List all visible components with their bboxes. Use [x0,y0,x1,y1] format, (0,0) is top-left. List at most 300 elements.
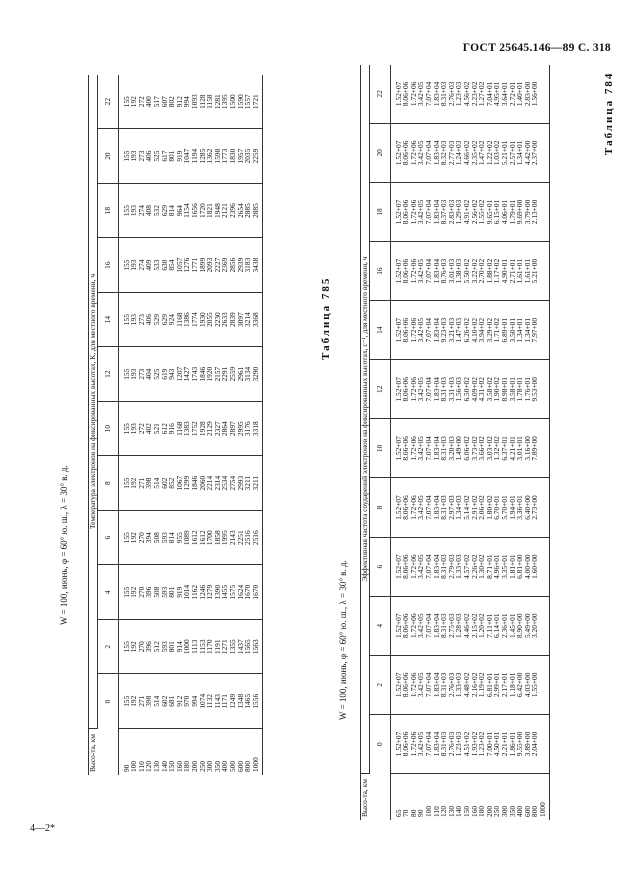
column-header: 4 [369,596,390,655]
table-cell: 2856 [227,257,237,273]
table-cell: 1.83+04 [431,81,441,107]
table-cell: 271 [136,695,146,707]
height-value: 100 [129,760,139,772]
table-cell: 1.03+02 [492,140,502,166]
table-cell: 1771 [189,257,199,273]
table-cell: 852 [167,477,177,489]
table-785-subtitle: Эффективная частота соударений электронов на фиксированных высотах, с⁻¹, для местного времени, ч [361,65,370,774]
table-cell: 4.95+01 [492,81,502,107]
table-cell: 7.07+04 [423,672,433,698]
table-cell: 2143 [227,530,237,546]
table-cell: 1.40+01 [515,81,525,107]
table-cell: 1928 [197,421,207,437]
column-header: 14 [97,292,118,347]
table-cell: 1590 [235,94,245,110]
table-cell: 2754 [227,475,237,491]
table-cell: 916 [167,423,177,435]
table-cell: 192 [129,96,139,108]
column-header: 16 [369,242,390,301]
table-cell: 602 [159,477,169,489]
data-column [118,619,263,674]
table-cell [539,245,547,297]
stub-header: Высо-та, км [89,729,119,776]
table-cell: 2.23+02 [469,81,479,107]
table-cell: 3.29+02 [484,317,494,343]
column-header: 18 [369,182,390,241]
table-cell: 7.07+04 [423,258,433,284]
table-cell: 7.11+01 [484,613,494,638]
table-cell: 8.31+03 [439,554,449,579]
table-cell: 406 [144,150,154,162]
table-cell: 517 [151,96,161,108]
table-cell: 3.58+02 [484,377,494,402]
table-cell: 521 [151,423,161,435]
table-cell: 8.31+03 [439,495,449,520]
column-header: 12 [369,360,390,419]
table-cell: 1948 [212,203,222,218]
table-784-caption: W = 100, июнь, φ = 60° ю. ш., λ = 30° в. д. [59,465,69,625]
table-cell: 1.78+01 [515,377,525,402]
table-cell: 1752 [189,421,199,437]
table-cell: 1246 [197,584,207,600]
table-cell: 192 [129,532,139,544]
table-cell: 1.52+07 [393,199,403,225]
table-cell: 3.22+02 [469,258,479,284]
table-cell: 155 [121,695,131,707]
table-cell: 8.31+03 [439,613,449,638]
table-cell: 1.52+07 [393,613,403,638]
table-cell: 1194 [189,148,199,164]
table-cell: 6.81+01 [484,672,494,698]
table-cell: 8.31+03 [439,377,449,402]
table-cell: 607 [159,96,169,108]
table-cell: 2885 [243,203,253,218]
table-cell: 2897 [227,421,237,437]
table-cell: 3.42+05 [416,436,426,461]
table-cell: 4.42+00 [522,140,532,166]
table-cell: 3.50+01 [507,317,517,343]
table-cell: 2291 [220,366,230,382]
table-cell: 3.42+05 [416,258,426,284]
table-cell: 514 [151,695,161,707]
table-cell: 4.10+02 [469,317,479,343]
table-cell: 1556 [250,693,260,709]
table-cell: 1153 [197,639,207,654]
table-cell: 3176 [243,421,253,437]
table-cell: 3.01+01 [515,436,525,461]
height-value: 130 [446,805,456,817]
table-cell: 1720 [197,203,207,218]
table-cell: 1.56+03 [454,377,464,402]
table-cell: 1.24+03 [454,140,464,166]
table-cell: 3.79+00 [522,199,532,225]
table-cell: 3.73+02 [469,436,479,461]
table-cell: 270 [136,641,146,653]
table-cell: 4.48+02 [461,672,471,698]
data-column [390,182,550,241]
column-header: 10 [97,401,118,456]
table-cell: 2369 [220,257,230,273]
table-cell: 8.98+01 [499,377,509,402]
table-cell: 1.22+02 [484,140,494,166]
table-cell: 1000 [182,639,192,655]
table-cell: 1299 [182,475,192,491]
table-cell: 532 [151,205,161,217]
height-value: 600 [522,805,532,817]
table-cell: 1565 [243,639,253,655]
table-cell: 2121 [220,203,230,218]
table-cell: 1920 [205,366,215,382]
table-cell: 1014 [182,584,192,600]
table-cell: 1.52+07 [393,317,403,343]
table-cell: 3.42+05 [416,81,426,107]
table-cell: 6.40+00 [522,495,532,520]
data-column [390,714,550,773]
table-cell: 2885 [250,203,260,218]
table-cell: 1074 [197,693,207,709]
table-cell: 2035 [243,148,253,164]
table-cell: 4.96+01 [492,554,502,579]
table-cell: 1.49+00 [454,436,464,461]
height-value: 130 [151,760,161,772]
height-value: 1000 [537,802,547,817]
table-cell: 3211 [250,475,260,491]
height-column [118,729,263,776]
table-cell: 1067 [174,475,184,491]
table-cell: 1624 [235,584,245,600]
table-cell: 1.83+04 [431,377,441,402]
table-cell: 1846 [189,475,199,491]
table-cell: 619 [159,368,169,380]
table-cell: 4.21+01 [507,436,517,461]
table-cell: 8.31+03 [439,731,449,757]
table-cell: 5.21+00 [530,258,540,284]
table-cell: 2864 [220,421,230,437]
table-cell: 2.77+03 [446,140,456,166]
column-header: 22 [369,65,390,123]
table-cell: 396 [144,586,154,598]
table-cell: 1821 [205,203,215,218]
table-cell: 3.58+01 [507,377,517,402]
table-cell: 5.70+01 [499,495,509,520]
table-cell: 2327 [212,421,222,437]
table-cell: 2214 [205,475,215,491]
column-header: 20 [97,129,118,184]
table-cell: 192 [129,641,139,653]
table-cell: 1348 [235,693,245,709]
column-header: 22 [97,75,118,129]
height-value: 120 [439,805,449,817]
height-value: 70 [401,809,411,817]
table-cell: 2.83+00 [522,81,532,107]
table-cell [539,304,547,356]
table-cell: 512 [151,641,161,653]
table-cell: 2230 [212,312,222,328]
table-cell [539,659,547,711]
table-cell: 1170 [205,639,215,654]
table-cell: 1670 [243,584,253,600]
table-cell: 155 [121,150,131,162]
table-cell: 402 [144,423,154,435]
table-cell: 3.31+03 [446,377,456,402]
table-cell: 630 [159,259,169,271]
table-cell: 271 [136,477,146,489]
table-cell: 4.31+02 [477,377,487,402]
table-cell: 3.42+05 [416,554,426,579]
table-cell: 1.72+06 [408,554,418,579]
table-cell: 2093 [205,257,215,273]
table-cell: 4.00+00 [522,554,532,579]
table-cell: 273 [136,314,146,326]
table-cell: 155 [121,477,131,489]
table-cell: 1047 [182,148,192,164]
table-cell: 3.42+05 [416,317,426,343]
table-cell: 1.72+06 [408,436,418,461]
table-cell: 994 [182,96,192,108]
table-cell: 617 [159,150,169,162]
height-value: 100 [423,805,433,817]
table-cell: 8.06+06 [401,436,411,461]
height-value: 350 [212,760,222,772]
table-cell: 8.37+03 [439,199,449,225]
table-cell: 1093 [189,94,199,110]
table-cell: 398 [144,477,154,489]
table-cell: 3.35+01 [499,554,509,579]
table-cell: 2396 [227,203,237,218]
table-cell: 1.72+06 [408,672,418,698]
table-cell: 1.83+04 [431,140,441,166]
table-cell: 1.52+07 [393,140,403,166]
table-cell: 912 [174,96,184,108]
table-cell: 7.00+01 [484,731,494,757]
height-column [390,774,550,821]
table-cell: 9.53+00 [530,377,540,402]
table-cell: 1598 [212,148,222,164]
table-cell: 1957 [235,148,245,164]
table-cell: 270 [136,532,146,544]
table-cell: 2.06+02 [477,495,487,520]
table-cell: 2.91+02 [469,495,479,520]
table-row [118,75,263,775]
height-value: 90 [416,809,426,817]
table-784-header-row [97,75,118,775]
stub-header: Высо-та, км [361,774,391,821]
table-cell: 3.36+01 [515,495,525,520]
table-cell: 155 [121,641,131,653]
column-header: 14 [369,301,390,360]
table-cell: 1700 [205,530,215,546]
table-cell: 1.72+06 [408,81,418,107]
table-cell: 193 [129,205,139,217]
table-cell: 7.07+04 [423,377,433,402]
data-column [118,510,263,565]
table-cell: 1.30+02 [477,554,487,579]
table-cell: 6.42+00 [515,672,525,698]
table-cell: 4.56+02 [461,81,471,107]
table-cell: 7.07+04 [423,199,433,225]
table-cell: 1.33+03 [454,554,464,579]
table-cell: 193 [129,368,139,380]
table-cell: 2559 [227,366,237,382]
table-cell: 1281 [212,94,222,110]
table-cell: 1.83+04 [431,613,441,638]
table-785-caption: W = 100, июнь, φ = 60° ю. ш., λ = 30° в. д. [338,560,348,720]
data-column [390,123,550,182]
table-cell [539,422,547,474]
column-header: 8 [97,456,118,511]
height-value: 250 [197,760,207,772]
table-cell: 2.17+01 [499,672,509,698]
table-cell: 1089 [182,530,192,546]
table-cell: 3183 [243,257,253,273]
table-cell: 1.32+02 [492,436,502,461]
table-cell: 2.99+01 [492,672,502,698]
table-cell: 1191 [212,639,222,654]
table-cell: 2.37+00 [530,140,540,166]
table-cell: 1.19+02 [477,672,487,698]
table-cell: 2.76+03 [446,672,456,698]
data-column [390,65,550,123]
table-cell: 1.90+02 [492,377,502,402]
table-cell: 2060 [197,475,207,491]
table-cell: 2993 [235,475,245,491]
table-cell: 1.93+02 [469,731,479,757]
table-cell [539,541,547,593]
table-cell: 2939 [235,257,245,273]
table-cell: 1.72+06 [408,199,418,225]
table-cell: 1557 [243,94,253,110]
table-cell: 1395 [220,94,230,110]
table-cell: 3.20+00 [530,613,540,638]
table-cell: 8.06+06 [401,317,411,343]
table-cell: 3.94+02 [477,317,487,343]
height-value: 80 [408,809,418,817]
table-785 [360,65,550,820]
table-cell: 2055 [205,312,215,328]
table-cell: 3.66+02 [477,436,487,461]
table-cell [539,68,547,120]
table-cell: 629 [159,205,169,217]
data-column [118,129,263,184]
table-cell: 6.14+01 [492,613,502,638]
data-column [390,360,550,419]
table-cell: 8.06+06 [401,613,411,638]
table-cell: 3368 [250,312,260,328]
table-cell: 3.42+05 [416,613,426,638]
table-cell: 529 [151,314,161,326]
table-784 [88,75,263,775]
table-cell: 8.06+06 [401,672,411,698]
table-cell: 6.26+02 [461,317,471,343]
column-header: 8 [369,478,390,537]
table-cell: 9.55+00 [515,731,525,757]
table-cell: 1355 [227,639,237,655]
table-cell: 2.56+02 [469,199,479,225]
table-cell: 681 [167,695,177,707]
table-cell: 1.23+03 [454,731,464,757]
table-cell: 3290 [250,366,260,382]
table-cell: 1773 [220,148,230,164]
table-cell: 1858 [212,530,222,546]
table-cell: 5.49+00 [522,613,532,638]
table-cell: 1.72+06 [408,613,418,638]
table-cell: 1.28+03 [454,613,464,638]
table-cell: 2.97+03 [446,495,456,520]
height-value: 300 [205,760,215,772]
table-cell: 2.71+01 [507,258,517,284]
table-cell: 404 [144,368,154,380]
table-cell: 2.75+03 [446,613,456,638]
table-cell: 4.03+00 [522,672,532,698]
table-cell: 1.20+02 [477,613,487,638]
table-cell: 1.34+03 [454,495,464,520]
table-cell: 1.72+06 [408,317,418,343]
height-value: 180 [182,760,192,772]
table-cell: 1362 [205,148,215,164]
table-cell: 955 [174,532,184,544]
table-cell: 3.42+05 [416,140,426,166]
table-cell: 406 [144,314,154,326]
table-cell: 408 [144,205,154,217]
table-cell: 1271 [220,639,230,655]
table-cell: 6.81+00 [515,554,525,579]
table-cell: 1.52+07 [393,495,403,520]
table-cell: 593 [159,641,169,653]
table-cell: 1830 [227,148,237,164]
table-cell: 1.61+01 [515,258,525,284]
table-cell: 1.72+06 [408,731,418,757]
table-cell: 6.89+01 [499,317,509,343]
data-column [118,565,263,620]
table-cell: 4.06+01 [499,199,509,225]
table-cell: 274 [136,205,146,217]
table-cell: 398 [144,695,154,707]
table-cell: 8.32+03 [439,140,449,166]
table-cell: 1207 [174,366,184,382]
table-cell: 593 [159,586,169,598]
table-cell: 1057 [174,257,184,273]
table-cell: 1.34+01 [522,317,532,343]
column-header: 2 [97,619,118,674]
page-header: ГОСТ 25645.146—89 С. 318 [462,42,611,54]
table-cell: 2654 [235,203,245,218]
table-cell: 1.61+01 [522,258,532,284]
table-cell: 1158 [205,94,215,109]
table-cell: 1.72+06 [408,140,418,166]
table-cell: 814 [167,532,177,544]
table-cell: 1.86+01 [507,731,517,757]
height-value: 180 [477,805,487,817]
table-cell: 1.88+02 [484,258,494,284]
column-header: 2 [369,655,390,714]
table-cell: 914 [174,641,184,653]
table-cell: 1.29+03 [454,199,464,225]
table-cell: 2.16+02 [469,672,479,698]
table-cell: 1.47+02 [477,140,487,166]
table-cell: 1.79+01 [507,199,517,225]
table-cell: 7.89+00 [530,436,540,461]
table-784-body [118,75,263,775]
table-cell: 994 [189,695,199,707]
table-cell: 525 [151,150,161,162]
table-cell: 7.07+04 [423,613,433,638]
table-cell: 2.21+01 [499,731,509,757]
table-cell: 9.69+00 [515,199,525,225]
column-header: 16 [97,238,118,293]
table-cell: 7.07+04 [423,140,433,166]
table-cell: 1132 [205,693,215,709]
table-785-label: Таблица 785 [320,276,332,360]
